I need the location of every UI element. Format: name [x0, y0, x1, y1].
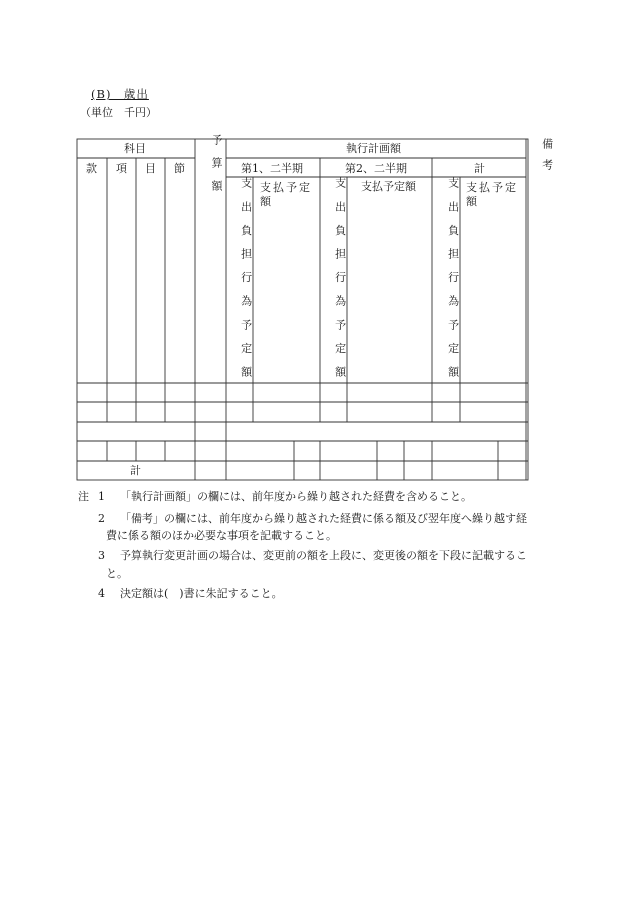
note-2-num: 2: [98, 512, 105, 525]
header-kou: 項: [116, 162, 127, 175]
header-moku: 目: [145, 162, 156, 175]
sub-payment-1: 支払予定額: [260, 181, 312, 208]
header-bikou-text: 備考: [540, 138, 554, 180]
header-yosangaku: [204, 134, 223, 203]
note-prefix: 注: [78, 490, 89, 503]
header-plan: 執行計画額: [346, 142, 401, 155]
note-3-line2: と。: [106, 567, 128, 580]
total-row-label: 計: [130, 464, 141, 477]
sub-payment-3: 支払予定額: [466, 181, 518, 208]
header-kan: 款: [86, 162, 97, 175]
note-4-text: 決定額は( )書に朱記すること。: [120, 587, 283, 600]
header-period1: 第1、二半期: [241, 162, 303, 175]
sub-commit-2: [328, 177, 347, 390]
section-heading: (B) 歳出: [91, 87, 149, 101]
header-kamoku: 科目: [124, 142, 146, 155]
note-2-line1: 「備考」の欄には、前年度から繰り越された経費に係る額及び翌年度へ繰り越す経: [120, 512, 527, 525]
note-1-text: 「執行計画額」の欄には、前年度から繰り越された経費を含めること。: [120, 490, 472, 503]
header-bikou: [535, 138, 554, 180]
unit-label: （単位 千円）: [80, 106, 157, 119]
sub-commit-3-text: 支出負担行為予定額: [446, 177, 460, 390]
header-period-total: 計: [474, 162, 485, 175]
sub-payment-2: 支払予定額: [361, 180, 416, 193]
header-setsu: 節: [174, 162, 185, 175]
sub-commit-1: [234, 177, 253, 390]
note-1-num: 1: [98, 490, 105, 503]
note-4-num: 4: [98, 587, 105, 600]
note-3-num: 3: [98, 549, 105, 562]
note-2-line2: 費に係る額のほか必要な事項を記載すること。: [106, 529, 337, 542]
sub-commit-1-text: 支出負担行為予定額: [239, 177, 253, 390]
note-3-line1: 予算執行変更計画の場合は、変更前の額を上段に、変更後の額を下段に記載するこ: [120, 549, 527, 562]
sub-commit-3: [441, 177, 460, 390]
sub-commit-2-text: 支出負担行為予定額: [333, 177, 347, 390]
header-period2: 第2、二半期: [345, 162, 407, 175]
header-yosangaku-text: 予算額: [210, 134, 223, 203]
